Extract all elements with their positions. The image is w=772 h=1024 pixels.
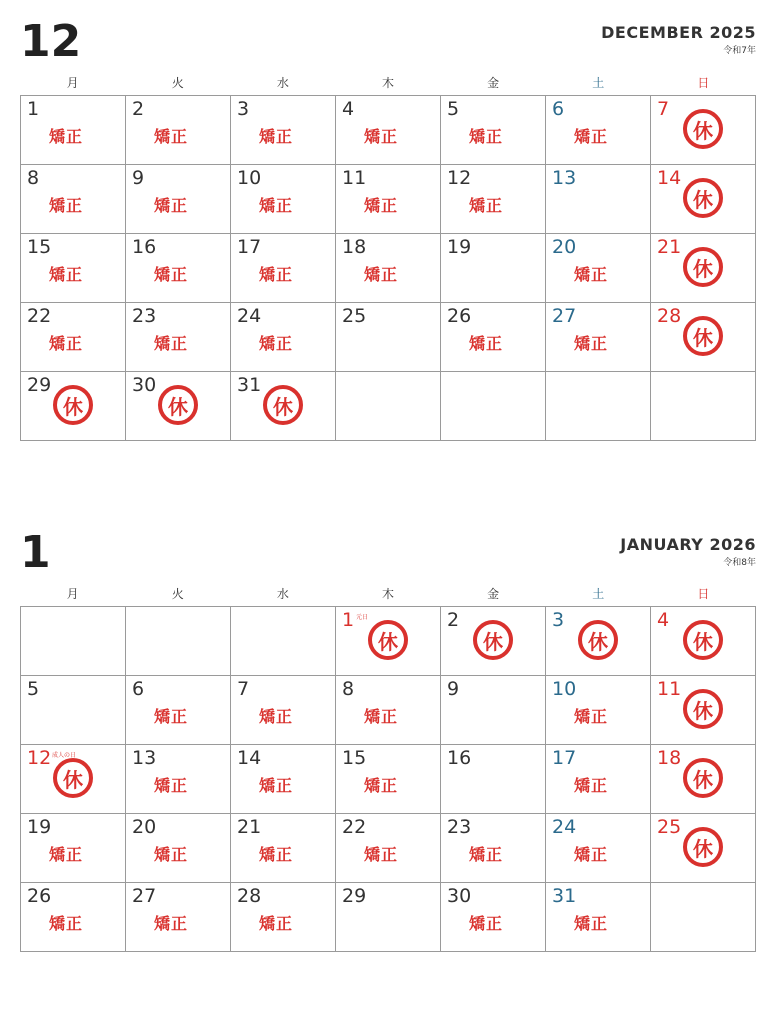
closed-day-mark: 休 [683,316,723,356]
orthodontic-label: 矯正 [259,707,294,726]
closed-day-mark: 休 [158,385,198,425]
day-number: 28 [657,305,682,327]
day-number: 10 [552,678,577,700]
orthodontic-label: 矯正 [364,127,399,146]
orthodontic-label: 矯正 [364,196,399,215]
day-number: 24 [237,305,262,327]
day-cell [546,814,651,883]
weekday-label: 土 [592,76,605,90]
day-cell [231,372,336,441]
orthodontic-label: 矯正 [49,127,84,146]
day-cell [231,165,336,234]
day-number: 17 [552,747,577,769]
day-number: 19 [27,816,52,838]
closed-day-mark: 休 [683,247,723,287]
closed-day-mark: 休 [683,620,723,660]
day-cell [441,745,546,814]
day-number: 1 [342,609,355,631]
month-title [620,535,756,568]
closed-day-mark: 休 [683,178,723,218]
day-cell [441,607,546,676]
day-cell [546,607,651,676]
day-number: 30 [447,885,472,907]
day-number: 21 [657,236,682,258]
weekday-label: 日 [697,76,710,90]
orthodontic-label: 矯正 [154,127,189,146]
day-cell [126,814,231,883]
day-number: 8 [342,678,355,700]
month-title-jp: 令和8年 [723,558,756,568]
weekday-label: 木 [381,587,394,601]
day-number: 18 [657,747,682,769]
empty-cell [651,372,756,441]
day-number: 2 [447,609,460,631]
day-cell [441,676,546,745]
day-number: 6 [552,98,565,120]
orthodontic-label: 矯正 [259,845,294,864]
day-cell [441,814,546,883]
orthodontic-label: 矯正 [259,334,294,353]
orthodontic-label: 矯正 [154,845,189,864]
weekday-label: 日 [697,587,710,601]
day-cell [21,303,126,372]
day-cell [21,165,126,234]
orthodontic-label: 矯正 [154,914,189,933]
orthodontic-label: 矯正 [469,334,504,353]
weekday-label: 月 [66,587,79,601]
day-cell [126,96,231,165]
day-cell [231,96,336,165]
weekday-label: 水 [276,587,289,601]
day-number: 28 [237,885,262,907]
day-cell [126,676,231,745]
day-number: 26 [447,305,472,327]
day-cell [336,676,441,745]
orthodontic-label: 矯正 [154,196,189,215]
month-title [601,23,756,56]
closed-day-mark: 休 [263,385,303,425]
day-cell [126,165,231,234]
closed-day-mark: 休 [683,758,723,798]
day-number: 5 [27,678,40,700]
day-number: 3 [552,609,565,631]
orthodontic-label: 矯正 [574,334,609,353]
day-number: 22 [342,816,367,838]
day-cell [441,234,546,303]
weekday-header [20,584,756,604]
day-number: 4 [342,98,355,120]
orthodontic-label: 矯正 [259,776,294,795]
day-number: 16 [132,236,157,258]
empty-cell [21,607,126,676]
month-title-en: DECEMBER 2025 [601,23,756,42]
day-cell [336,303,441,372]
day-grid [20,606,756,952]
orthodontic-label: 矯正 [154,265,189,284]
closed-day-mark: 休 [578,620,618,660]
day-number: 6 [132,678,145,700]
day-grid [20,95,756,441]
day-number: 13 [132,747,157,769]
day-number: 21 [237,816,262,838]
day-number: 30 [132,374,157,396]
day-number: 20 [552,236,577,258]
day-cell [441,303,546,372]
day-cell [21,372,126,441]
empty-cell [126,607,231,676]
day-cell [651,303,756,372]
day-cell [546,745,651,814]
day-cell [336,165,441,234]
day-number: 11 [342,167,367,189]
day-number: 25 [657,816,682,838]
day-number: 23 [132,305,157,327]
day-number: 15 [27,236,52,258]
day-cell [651,234,756,303]
closed-day-mark: 休 [683,827,723,867]
weekday-label: 水 [276,76,289,90]
day-cell [651,607,756,676]
orthodontic-label: 矯正 [154,776,189,795]
day-cell [546,303,651,372]
day-cell [126,303,231,372]
empty-cell [441,372,546,441]
day-number: 27 [132,885,157,907]
holiday-name: 元日 [356,614,369,621]
orthodontic-label: 矯正 [574,914,609,933]
weekday-label: 金 [487,587,500,601]
orthodontic-label: 矯正 [259,127,294,146]
day-number: 13 [552,167,577,189]
orthodontic-label: 矯正 [574,265,609,284]
day-cell [651,676,756,745]
day-cell [231,234,336,303]
empty-cell [546,372,651,441]
day-number: 2 [132,98,145,120]
weekday-label: 金 [487,76,500,90]
orthodontic-label: 矯正 [574,707,609,726]
day-cell [21,745,126,814]
day-number: 16 [447,747,472,769]
orthodontic-label: 矯正 [574,845,609,864]
day-cell [651,96,756,165]
day-cell [21,676,126,745]
day-number: 9 [447,678,460,700]
day-number: 23 [447,816,472,838]
weekday-label: 木 [381,76,394,90]
orthodontic-label: 矯正 [469,127,504,146]
day-cell [231,814,336,883]
day-cell [546,883,651,952]
month-title-en: JANUARY 2026 [620,535,756,554]
orthodontic-label: 矯正 [364,845,399,864]
day-cell [336,234,441,303]
day-number: 4 [657,609,670,631]
day-cell [231,883,336,952]
orthodontic-label: 矯正 [259,196,294,215]
day-number: 25 [342,305,367,327]
orthodontic-label: 矯正 [49,265,84,284]
orthodontic-label: 矯正 [49,914,84,933]
empty-cell [336,372,441,441]
orthodontic-label: 矯正 [154,707,189,726]
weekday-label: 土 [592,587,605,601]
orthodontic-label: 矯正 [49,845,84,864]
orthodontic-label: 矯正 [154,334,189,353]
orthodontic-label: 矯正 [49,334,84,353]
day-number: 19 [447,236,472,258]
day-number: 7 [237,678,250,700]
day-cell [441,165,546,234]
orthodontic-label: 矯正 [469,914,504,933]
day-cell [441,883,546,952]
day-number: 15 [342,747,367,769]
day-number: 24 [552,816,577,838]
closed-day-mark: 休 [53,758,93,798]
day-cell [21,96,126,165]
day-cell [651,745,756,814]
day-cell [546,96,651,165]
day-cell [336,883,441,952]
holiday-name: 成人の日 [52,752,77,759]
closed-day-mark: 休 [473,620,513,660]
day-cell [231,745,336,814]
day-cell [336,745,441,814]
day-number: 12 [447,167,472,189]
weekday-header [20,73,756,93]
orthodontic-label: 矯正 [259,265,294,284]
day-cell [441,96,546,165]
month-number: 12 [20,16,82,67]
day-cell [336,607,441,676]
orthodontic-label: 矯正 [574,776,609,795]
day-number: 29 [342,885,367,907]
orthodontic-label: 矯正 [574,127,609,146]
empty-cell [231,607,336,676]
day-cell [651,814,756,883]
orthodontic-label: 矯正 [364,776,399,795]
day-number: 9 [132,167,145,189]
day-cell [21,814,126,883]
orthodontic-label: 矯正 [364,707,399,726]
day-number: 18 [342,236,367,258]
day-cell [546,165,651,234]
day-cell [126,745,231,814]
day-cell [651,165,756,234]
orthodontic-label: 矯正 [364,265,399,284]
orthodontic-label: 矯正 [49,196,84,215]
orthodontic-label: 矯正 [469,845,504,864]
day-number: 31 [237,374,262,396]
day-number: 14 [237,747,262,769]
day-cell [126,234,231,303]
day-cell [126,883,231,952]
closed-day-mark: 休 [683,109,723,149]
month-title-jp: 令和7年 [723,46,756,56]
weekday-label: 火 [171,76,184,90]
weekday-label: 火 [171,587,184,601]
day-number: 26 [27,885,52,907]
day-number: 11 [657,678,682,700]
day-cell [231,676,336,745]
closed-day-mark: 休 [683,689,723,729]
day-number: 7 [657,98,670,120]
day-number: 12 [27,747,52,769]
day-number: 5 [447,98,460,120]
day-number: 14 [657,167,682,189]
day-number: 3 [237,98,250,120]
day-cell [336,814,441,883]
day-number: 27 [552,305,577,327]
day-number: 10 [237,167,262,189]
day-cell [21,234,126,303]
day-cell [21,883,126,952]
closed-day-mark: 休 [53,385,93,425]
day-cell [546,234,651,303]
day-cell [126,372,231,441]
empty-cell [651,883,756,952]
day-cell [231,303,336,372]
day-cell [336,96,441,165]
day-cell [546,676,651,745]
day-number: 8 [27,167,40,189]
day-number: 31 [552,885,577,907]
orthodontic-label: 矯正 [469,196,504,215]
orthodontic-label: 矯正 [259,914,294,933]
day-number: 29 [27,374,52,396]
day-number: 1 [27,98,40,120]
day-number: 17 [237,236,262,258]
closed-day-mark: 休 [368,620,408,660]
month-number: 1 [20,527,51,578]
day-number: 20 [132,816,157,838]
weekday-label: 月 [66,76,79,90]
day-number: 22 [27,305,52,327]
